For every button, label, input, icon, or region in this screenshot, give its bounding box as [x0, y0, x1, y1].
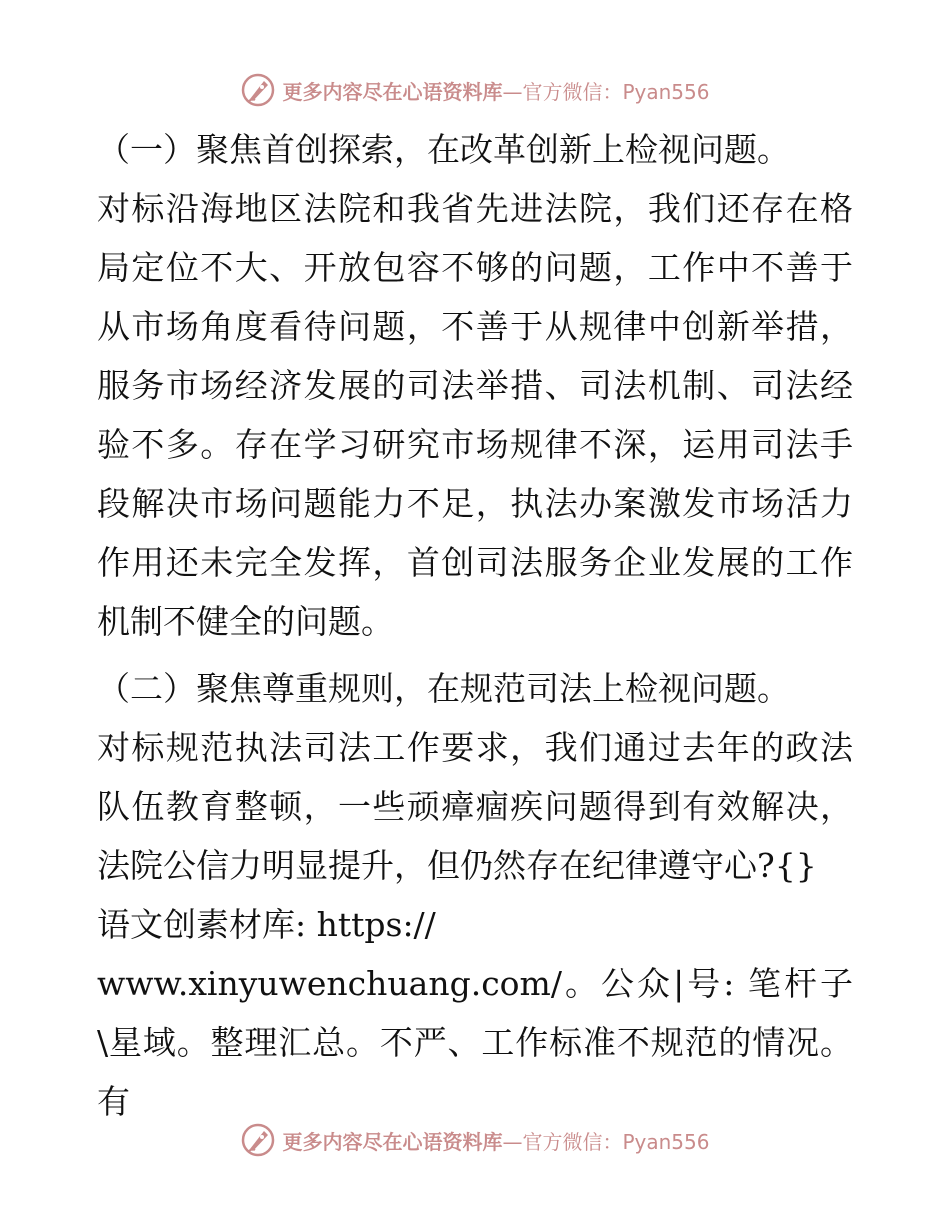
watermark-brand: 更多内容尽在心语资料库 — [282, 1129, 503, 1154]
section-2-heading: （二）聚焦尊重规则，在规范司法上检视问题。 — [97, 669, 790, 708]
pen-nib-logo-icon — [240, 1122, 276, 1158]
section-2-body-part1: 对标规范执法司法工作要求，我们通过去年的政法队伍教育整顿，一些顽瘴痼疾问题得到有效解决，法院公信力明显提升，但仍然存在纪律遵守心?{} — [97, 728, 853, 885]
footer-watermark — [0, 1120, 950, 1160]
watermark-dash: — — [502, 79, 523, 104]
section-2-body-part3: www.xinyuwenchuang.com/。公众|号: 笔杆子\星域。整理汇总。不严、工作标准不规范的情况。有 — [97, 964, 853, 1121]
header-watermark — [0, 70, 950, 110]
section-1-paragraph — [97, 120, 853, 651]
document-body — [97, 120, 853, 1131]
section-1-body: 对标沿海地区法院和我省先进法院，我们还存在格局定位不大、开放包容不够的问题，工作中不善于从市场角度看待问题，不善于从规律中创新举措，服务市场经济发展的司法举措、司法机制、司法经验不多。存在学习研究市场规律不深，运用司法手段解决市场问题能力不足，执法办案激发市场活力作用还未完全发挥，首创司法服务企业发展的工作机制不健全的问题。 — [97, 189, 853, 641]
pen-nib-logo-icon — [240, 72, 276, 108]
section-2-source-line: 语文创素材库: https:// — [97, 905, 436, 944]
watermark-suffix: 官方微信：Pyan556 — [522, 1129, 710, 1154]
watermark-suffix: 官方微信：Pyan556 — [522, 79, 710, 104]
section-2-paragraph — [97, 659, 853, 1131]
watermark-dash: — — [502, 1129, 523, 1154]
watermark-brand: 更多内容尽在心语资料库 — [282, 79, 503, 104]
watermark-text — [282, 1126, 709, 1155]
watermark-text — [282, 76, 709, 105]
section-1-heading: （一）聚焦首创探索，在改革创新上检视问题。 — [97, 130, 790, 169]
